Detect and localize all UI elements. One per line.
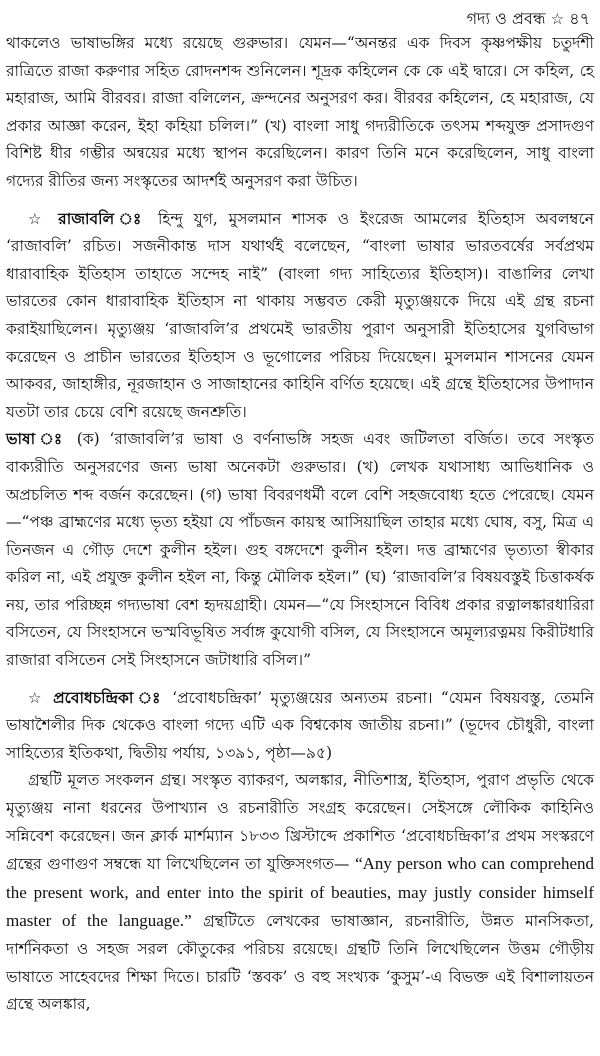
paragraph-continuation	[6, 30, 594, 196]
paragraph-text: (ক) ‘রাজাবলি’র ভাষা ও বর্ণনাভঙ্গি সহজ এবং জটিলতা বর্জিত। তবে সংস্কৃত বাক্যরীতি অনুসরণের জন্য ভাষা অনেকটা গুরুভার। (খ) লেখক যথাসাধ্য আভিধানিক ও অপ্রচলিত শব্দ বর্জন করেছেন। (গ) ভাষা বিবরণধর্মী বলে বেশি সহজবোধ্য হতে পেরেছে। যেমন—“পঞ্চ ব্রাহ্মণের মধ্যে ভৃত্য হইয়া যে পাঁচজন কায়স্থ আসিয়াছিল তাহার মধ্যে ঘোষ, বসু, মিত্র এ তিনজন এ গৌড় দেশে কুলীন হইল। গুহ বঙ্গদেশে কুলীন হইল। দত্ত ব্রাহ্মণের ভৃত্যতা স্বীকার করিল না, এই প্রযুক্ত কুলীন হইল না, কিন্তু মৌলিক হইল।” (ঘ) ‘রাজাবলি’র বিষয়বস্তুই চিত্তাকর্ষক নয়, তার পরিচ্ছন্ন গদ্যভাষা বেশ হৃদয়গ্রাহী। যেমন—“যে সিংহাসনে বিবিধ প্রকার রত্নালঙ্কারধারিরা বসিতেন, যে সিংহাসনে ভস্মবিভূষিত সর্বাঙ্গ কুযোগী বসিল, যে সিংহাসনে অমূল্যরত্নময় কিরীটধারি রাজারা বসিতেন সেই সিংহাসনে জটাধারি বসিল।”	[6, 430, 594, 670]
paragraph-bhasha	[6, 426, 594, 674]
english-quote: “Any person who can comprehend the present work, and enter into the spirit of beauties, may justly consider himself master of the language.”	[6, 854, 594, 931]
paragraph-granthti	[6, 767, 594, 1018]
star-icon: ☆	[28, 209, 48, 228]
paragraph-text: গ্রন্থটি মূলত সংকলন গ্রন্থ। সংস্কৃত ব্যাকরণ, অলঙ্কার, নীতিশাস্ত্র, ইতিহাস, পুরাণ প্রভৃতি থেকে মৃত্যুঞ্জয় নানা ধরনের উপাখ্যান ও রচনারীতি সংগ্রহ করেছেন। সেইসঙ্গে লৌকিক কাহিনিও সন্নিবেশ করেছেন। জন ক্লার্ক মার্শম্যান ১৮৩৩ খ্রিস্টাব্দে প্রকাশিত ‘প্রবোধচন্দ্রিকা’র প্রথম সংস্করণে গ্রন্থের গুণাগুণ সম্বন্ধে যা লিখেছিলেন তা যুক্তিসংগত—	[6, 771, 594, 874]
paragraph-rajaboli	[6, 206, 594, 427]
page-number: ৪৭	[569, 9, 590, 28]
star-icon: ☆	[550, 10, 565, 28]
section-heading: রাজাবলি ঃ	[58, 209, 148, 228]
star-icon: ☆	[28, 688, 45, 707]
paragraph-text: গ্রন্থটিতে লেখকের ভাষাজ্ঞান, রচনারীতি, উন্নত মানসিকতা, দার্শনিকতা ও সহজ সরল কৌতুকের পরিচয় রয়েছে। গ্রন্থটি তিনি লিখেছিলেন উত্তম গৌড়ীয় ভাষাতে সাহেবদের শিক্ষা দিতে। চারটি ‘স্তবক’ ও বহু সংখ্যক ‘কুসুম’-এ বিভক্ত এই বিশালায়তন গ্রন্থে অলঙ্কার,	[6, 912, 594, 1014]
running-head	[6, 0, 594, 30]
paragraph-text: হিন্দু যুগ, মুসলমান শাসক ও ইংরেজ আমলের ইতিহাস অবলম্বনে ‘রাজাবলি’ রচিত। সজনীকান্ত দাস যথার্থই বলেছেন, “বাংলা ভাষার ভারতবর্ষের সর্বপ্রথম ধারাবাহিক ইতিহাস তাহাতে সন্দেহ নাই” (বাংলা গদ্য সাহিত্যের ইতিহাস)। বাঙালির লেখা ভারতের কোন ধারাবাহিক ইতিহাস না থাকায় সম্ভবত কেরী মৃত্যুঞ্জয়কে দিয়ে এই গ্রন্থ রচনা করাইয়াছিলেন। মৃত্যুঞ্জয় ‘রাজাবলি’র প্রথমেই ভারতীয় পুরাণ অনুসারী ইতিহাসের যুগবিভাগ করেছেন ও প্রাচীন ভারতের ইতিহাস ও ভূগোলের পরিচয় দিয়েছেন। মুসলমান শাসনের যেমন আকবর, জাহাঙ্গীর, নূরজাহান ও সাজাহানের কাহিনি বর্ণিত হয়েছে। এই গ্রন্থে ইতিহাসের উপাদান যতটা তার চেয়ে বেশি রয়েছে জনশ্রুতি।	[6, 209, 594, 421]
section-heading: প্রবোধচন্দ্রিকা ঃ	[53, 688, 164, 707]
paragraph-probodhchandrika	[6, 685, 594, 768]
paragraph-text: ‘প্রবোধচন্দ্রিকা’ মৃত্যুঞ্জয়ের অন্যতম রচনা। “যেমন বিষয়বস্তু, তেমনি ভাষাশৈলীর দিক থেকেও বাংলা গদ্যে এটি এক বিশ্বকোষ জাতীয় রচনা।” (ভূদেব চৌধুরী, বাংলা সাহিত্যের ইতিকথা, দ্বিতীয় পর্যায়, ১৩৯১, পৃষ্ঠা—৯৫)	[6, 688, 594, 762]
paragraph-text: থাকলেও ভাষাভঙ্গির মধ্যে রয়েছে গুরুভার। যেমন—“অনন্তর এক দিবস কৃষ্ণপক্ষীয় চতুর্দশী রাত্রিতে রাজা করুণার সহিত রোদনশব্দ শুনিলেন। শূদ্রক কহিলেন কে কে এই দ্বারে। সে কহিল, হে মহারাজ, আমি বীরবর। রাজা বলিলেন, ক্রন্দনের অনুসরণ কর। বীরবর কহিলেন, হে মহারাজ, যে প্রকার আজ্ঞা করেন, ইহা কহিয়া চলিল।” (খ) বাংলা সাধু গদ্যরীতিকে তৎসম শব্দযুক্ত প্রসাদগুণ বিশিষ্ট ধীর গম্ভীর অন্বয়ের মধ্যে স্থাপন করেছিলেন। কারণ তিনি মনে করেছিলেন, সাধু বাংলা গদ্যের রীতির জন্য সংস্কৃতের আদর্শই অনুসরণ করা উচিত।	[6, 34, 594, 190]
section-heading: ভাষা ঃ	[6, 430, 67, 449]
running-head-title: গদ্য ও প্রবন্ধ	[466, 9, 546, 28]
